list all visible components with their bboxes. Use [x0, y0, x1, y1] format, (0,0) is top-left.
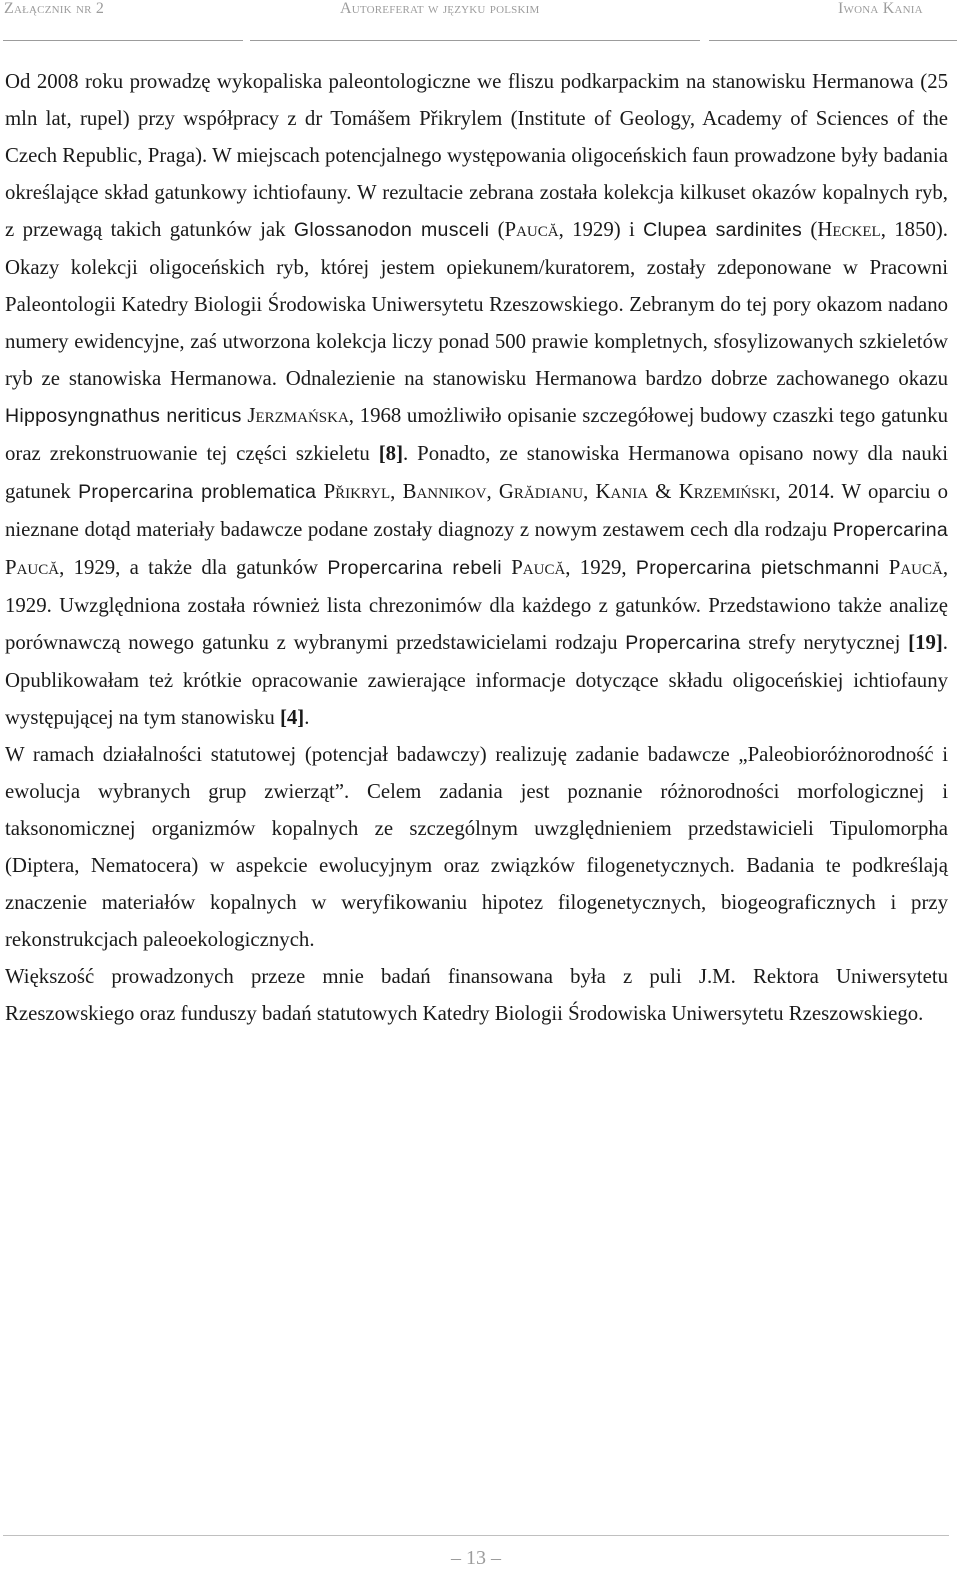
text-run: [879, 556, 888, 579]
taxon-name: Propercarina problematica: [78, 480, 317, 503]
citation-reference: [4]: [279, 705, 305, 729]
page-header: [0, 0, 960, 44]
text-run: , 2014. W oparciu o nieznane dotąd materiały badawcze podane zostały diagnozy z nowym zestawem cech dla rodzaju: [5, 479, 948, 541]
header-divider-right: [709, 40, 957, 41]
page-number: – 13 –: [451, 1547, 501, 1569]
page-footer: [0, 1530, 960, 1581]
taxon-author: Paucă: [5, 555, 60, 579]
taxon-author: Přikryl, Bannikov, Grădianu, Kania & Krzemiński: [323, 479, 776, 503]
text-run: , 1850). Okazy kolekcji oligoceńskich ryb, której jestem opiekunem/kuratorem, zostały zdeponowane w Pracowni Paleontologii Katedry Biologii Środowiska Uniwersytetu Rzeszowskiego. Zebranym do tej pory okazom nadano numery ewidencyjne, zaś utworzona kolekcja liczy ponad 500 prawie kompletnych, sfosylizowanych szkieletów ryb ze stanowiska Hermanowa. Odnalezienie na stanowisku Hermanowa bardzo dobrze zachowanego okazu: [5, 218, 948, 391]
paragraph-statutory-research: W ramach działalności statutowej (potencjał badawczy) realizuję zadanie badawcze „Paleobioróżnorodność i ewolucja wybranych grup zwierząt”. Celem zadania jest poznanie różnorodności morfologicznej i taksonomicznej organizmów kopalnych ze szczególnym uwzględnieniem przedstawicieli Tipulomorpha (Diptera, Nematocera) w aspekcie ewolucyjnym oraz związków filogenetycznych. Badania te podkreślają znaczenie materiałów kopalnych w weryfikowaniu hipotez filogenetycznych, biogeograficznych i przy rekonstrukcjach paleoekologicznych.: [5, 742, 948, 952]
taxon-author: Paucă: [504, 218, 559, 242]
text-run: . Opublikowałam też krótkie opracowanie zawierające informacje dotyczące składu oligoceńskiej ichtiofauny występującej na tym stanowisku: [5, 630, 948, 729]
taxon-name: Propercarina pietschmanni: [635, 556, 880, 579]
citation-reference: [8]: [378, 442, 403, 466]
text-run: , 1929, a także dla gatunków: [59, 555, 328, 579]
document-body: [5, 63, 948, 1032]
text-run: , 1968 umożliwiło opisanie szczegółowej budowy czaszki tego gatunku oraz zrekonstruowanie tej części szkieletu: [5, 404, 948, 466]
header-divider-center: [250, 40, 700, 41]
text-run: [316, 480, 323, 503]
footer-divider: [3, 1535, 949, 1536]
paragraph-funding: Większość prowadzonych przeze mnie badań finansowana była z puli J.M. Rektora Uniwersytetu Rzeszowskiego oraz funduszy badań statutowych Katedry Biologii Środowiska Uniwersytetu Rzeszowskiego.: [5, 965, 948, 1026]
text-run: .: [304, 705, 310, 729]
text-run: . Ponadto, ze stanowiska Hermanowa opisano nowy dla nauki gatunek: [5, 442, 948, 503]
header-divider-left: [3, 40, 243, 41]
taxon-author: Paucă: [888, 555, 943, 579]
header-attachment-label: Załącznik nr 2: [4, 0, 105, 17]
text-run: (: [489, 218, 505, 242]
taxon-author: Jerzmańska: [247, 404, 349, 428]
taxon-author: Paucă: [511, 555, 566, 579]
taxon-name: Clupea sardinites: [643, 219, 803, 242]
text-run: , 1929. Uwzględniona została również lista chrezonimów dla każdego z gatunków. Przedstawiono także analizę porównawczą nowego gatunku z wybranymi przedstawicielami rodzaju: [5, 555, 949, 654]
taxon-name: Propercarina rebeli: [327, 556, 502, 579]
text-run: (: [802, 218, 818, 242]
header-author-name: Iwona Kania: [838, 0, 923, 17]
taxon-author: Heckel: [817, 218, 881, 242]
text-run: [502, 556, 511, 579]
taxon-name: Propercarina: [832, 518, 948, 541]
paragraph-hermanowa-excavations: [5, 63, 948, 736]
citation-reference: [19]: [908, 630, 943, 654]
text-run: strefy nerytycznej: [740, 630, 909, 654]
text-run: Od 2008 roku prowadzę wykopaliska paleontologiczne we fliszu podkarpackim na stanowisku Hermanowa (25 mln lat, rupel) przy współpracy z dr Tomášem Přikrylem (Institute of Geology, Academy of Sciences of the Czech Republic, Praga). W miejscach potencjalnego występowania oligoceńskich faun prowadzone były badania określające skład gatunkowy ichtiofauny. W rezultacie zebrana została kolekcja kilkuset okazów kopalnych ryb, z przewagą takich gatunków jak: [5, 70, 948, 242]
text-run: , 1929,: [565, 555, 636, 579]
text-run: , 1929) i: [558, 218, 644, 242]
taxon-name: Glossanodon musceli: [293, 219, 490, 242]
header-document-title: Autoreferat w języku polskim: [340, 0, 540, 17]
taxon-name: Hipposyngnathus neriticus: [5, 405, 242, 428]
taxon-name: Propercarina: [625, 631, 741, 654]
